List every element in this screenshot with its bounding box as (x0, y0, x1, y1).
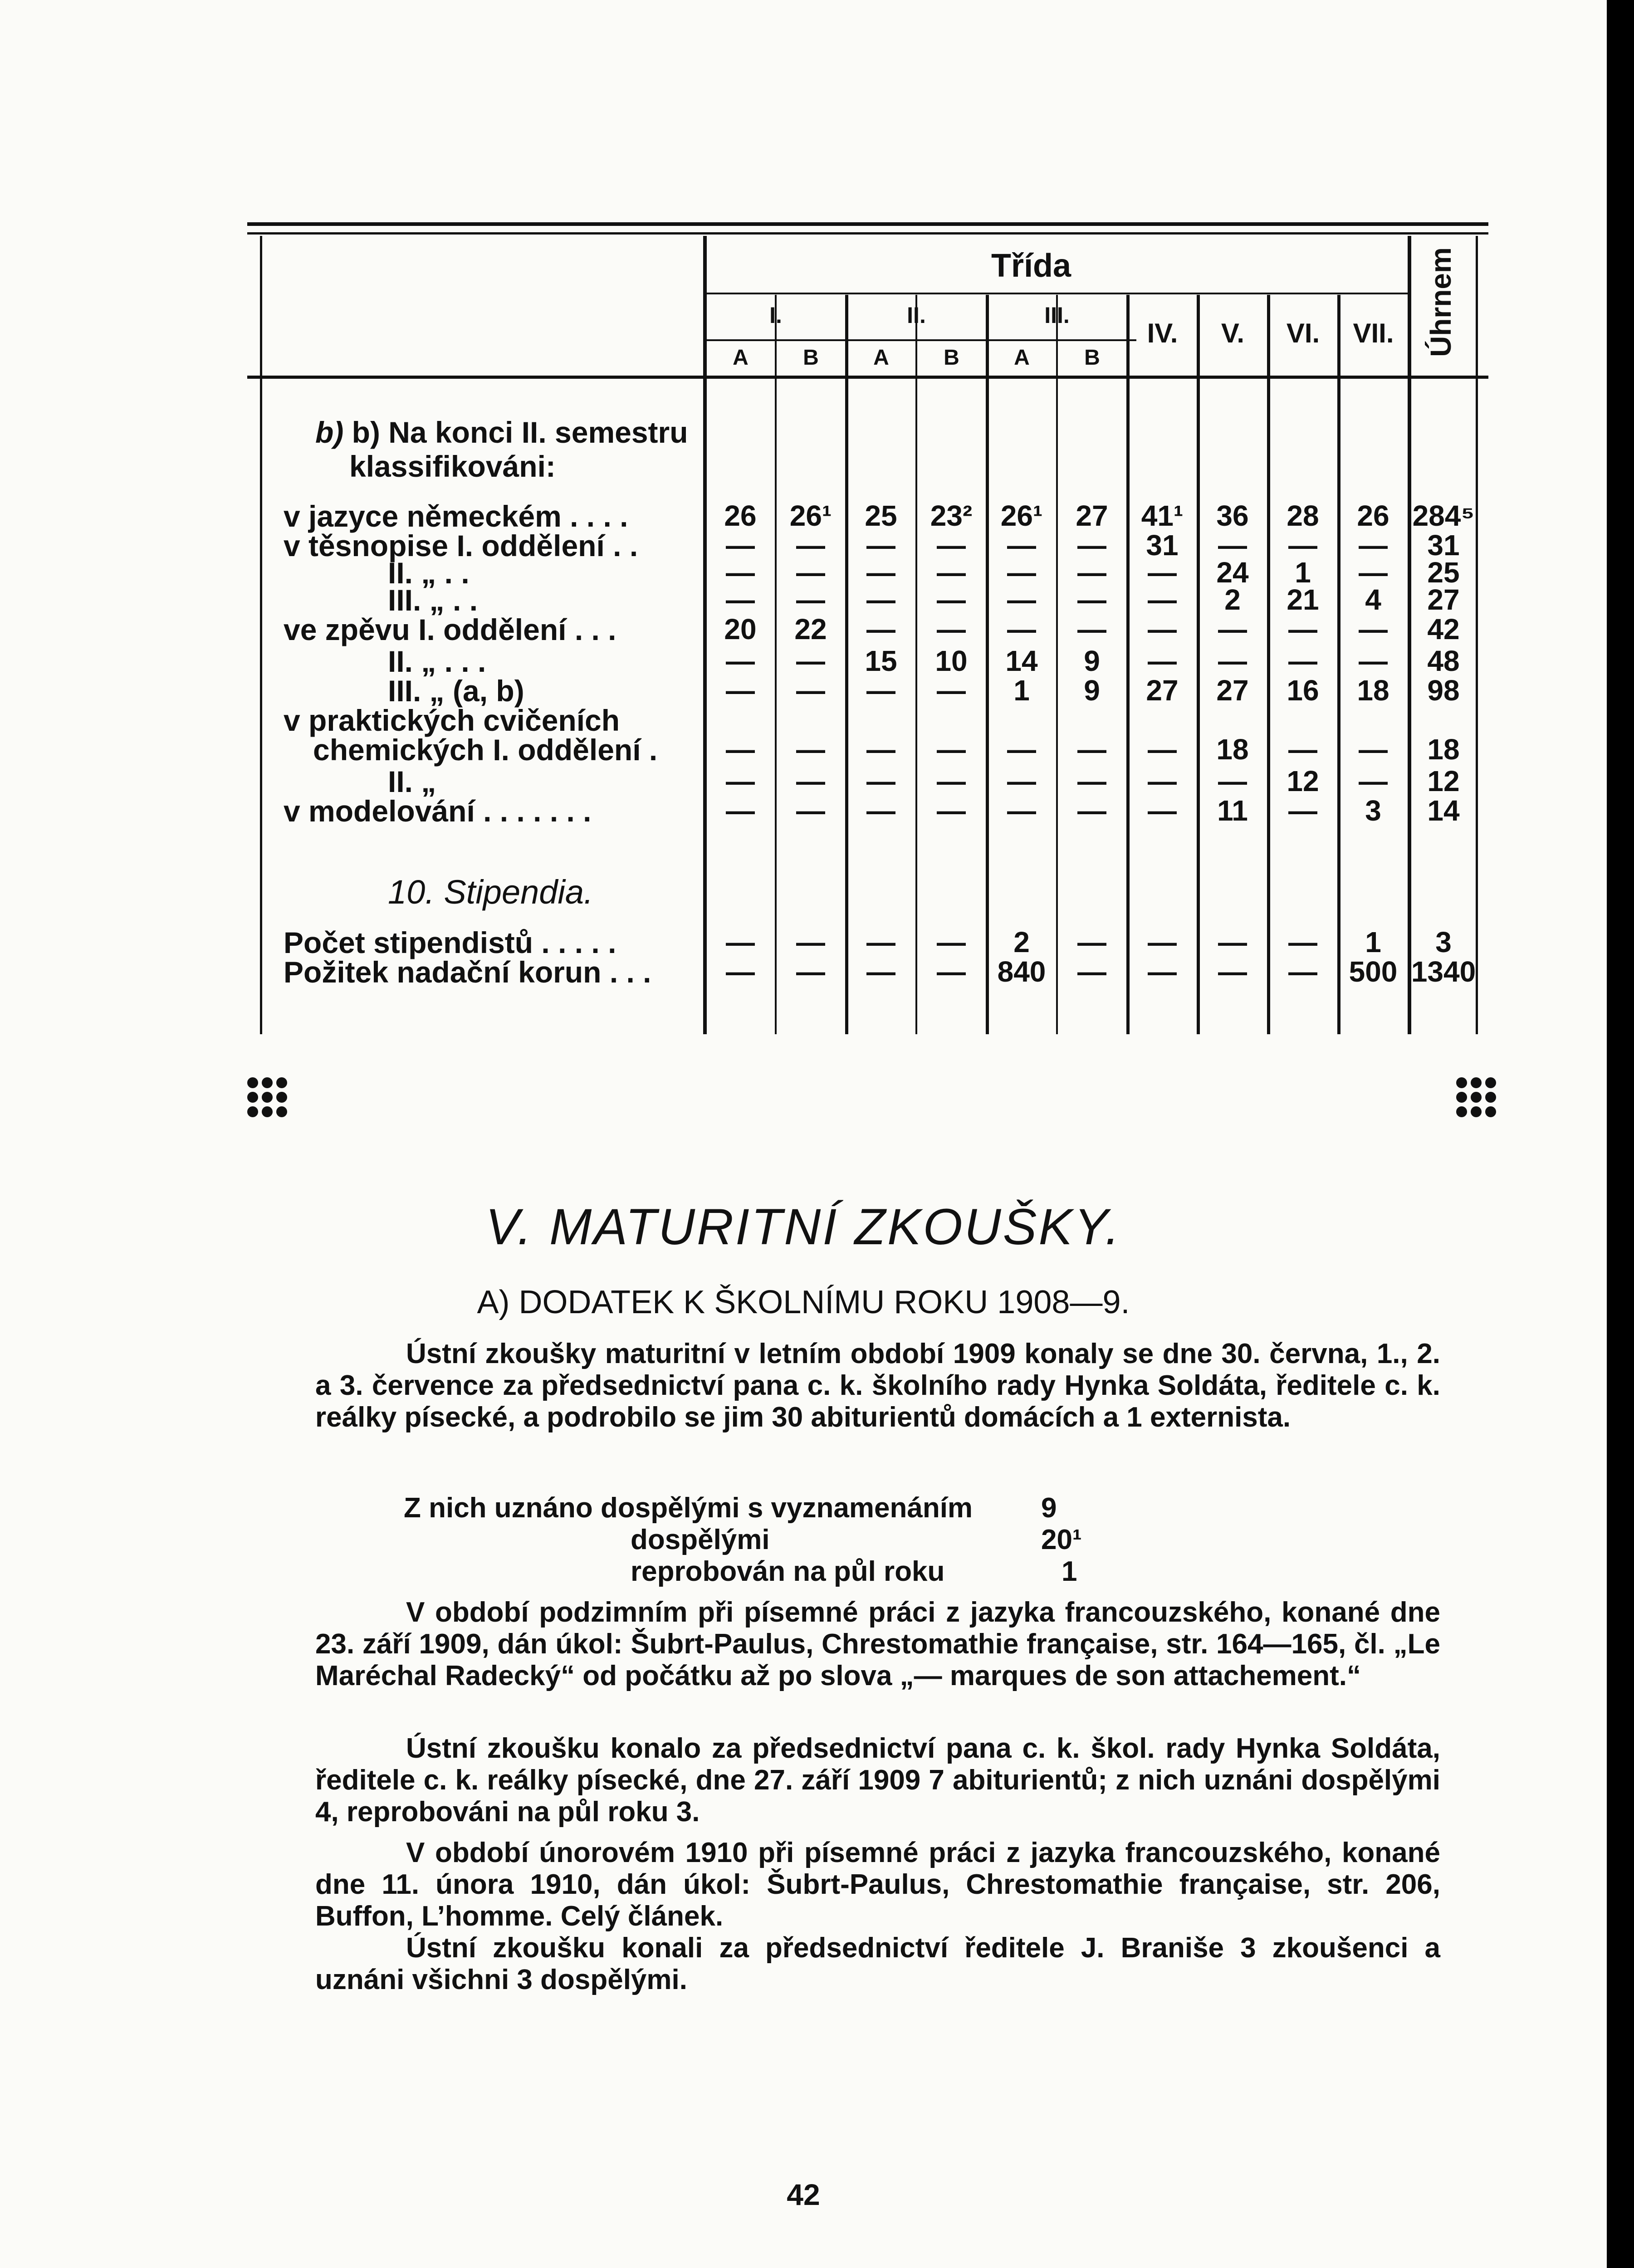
class-header: III. (1044, 303, 1070, 328)
table-cell: 31 (1427, 529, 1460, 562)
table-cell: 12 (1287, 765, 1319, 797)
table-cell: — (796, 529, 825, 562)
table-cell: 14 (1427, 794, 1460, 827)
table-cell: — (937, 733, 966, 766)
table-row-label: v jazyce německém . . . . (284, 499, 628, 533)
section-b-text: b) Na konci II. semestru (352, 415, 688, 449)
table-cell: — (866, 529, 895, 562)
table-cell: — (866, 613, 895, 645)
table-cell: 1 (1365, 926, 1381, 958)
header-trida: Třída (991, 248, 1071, 284)
table-cell: — (937, 794, 966, 827)
table-top-rule (247, 222, 1488, 226)
paragraph-2: V období podzimním při písemné práci z jazyka francouzského, konané dne 23. září 1909, dán úkol: Šubrt-Paulus, Chrestomathie française, str. 164—165, čl. „Le Maréchal Radecký“ od počátku až po slova „— marques de son attachement.“ (315, 1597, 1440, 1691)
table-cell: — (726, 733, 755, 766)
table-cell: 25 (865, 499, 897, 532)
table-cell: — (1007, 583, 1036, 616)
table-cell: — (1077, 583, 1106, 616)
table-cell: — (937, 674, 966, 707)
table-cell: — (1077, 613, 1106, 645)
table-cell: — (1218, 613, 1247, 645)
table-cell: — (1148, 613, 1177, 645)
table-cell: — (1218, 765, 1247, 797)
table-cell: — (937, 529, 966, 562)
table-row-label: chemických I. oddělení . (313, 733, 658, 767)
paragraph-4: V období únorovém 1910 při písemné práci z jazyka francouzského, konané dne 11. února 1910, dán úkol: Šubrt-Paulus, Chrestomathie française, str. 206, Buffon, L’homme. Celý článek. (315, 1837, 1440, 1932)
table-row-label: II. „ (388, 765, 436, 798)
page-number: 42 (787, 2178, 820, 2211)
table-cell: — (726, 765, 755, 797)
table-row-label: ve zpěvu I. oddělení . . . (284, 613, 616, 646)
table-cell: — (796, 955, 825, 988)
table-cell: — (1148, 556, 1177, 589)
table-cell: 840 (997, 955, 1046, 988)
table-cell: 11 (1217, 794, 1248, 827)
table-cell: 36 (1216, 499, 1249, 532)
table-cell: — (1077, 926, 1106, 958)
ab-rule (705, 339, 1136, 341)
table-cell: 31 (1146, 529, 1179, 562)
table-cell: 20 (724, 613, 757, 645)
table-cell: — (1148, 794, 1177, 827)
paragraph-5: Ústní zkoušku konali za předsednictví ředitele J. Braniše 3 zkoušenci a uznáni všichni 3 dospělými. (315, 1932, 1440, 1995)
grades-2-value: 20¹ (1041, 1524, 1082, 1555)
subclass-header: A (873, 346, 889, 370)
table-cell: — (937, 583, 966, 616)
table-cell: — (1288, 733, 1317, 766)
grades-3-label: reprobován na půl roku (631, 1556, 945, 1587)
table-cell: — (1359, 613, 1388, 645)
table-cell: — (726, 583, 755, 616)
table-cell: — (1077, 794, 1106, 827)
table-cell: 22 (794, 613, 827, 645)
subclass-header: B (944, 346, 959, 370)
stipendia-row-label: Požitek nadační korun . . . (284, 955, 651, 989)
table-cell: — (866, 583, 895, 616)
grades-1-value: 9 (1041, 1492, 1057, 1524)
paragraph-3: Ústní zkoušku konalo za předsednictví pana c. k. škol. rady Hynka Soldáta, ředitele c. k. reálky písecké, dne 27. září 1909 7 abiturientů; z nich uznáni dospělými 4, reprobováni na půl roku 3. (315, 1733, 1440, 1828)
table-cell: — (796, 556, 825, 589)
class-header: V. (1221, 318, 1245, 348)
table-row-label: III. „ . . (388, 583, 478, 617)
table-cell: 1 (1013, 674, 1030, 707)
table-cell: 26 (1357, 499, 1389, 532)
table-cell: — (866, 955, 895, 988)
table-cell: — (1288, 645, 1317, 677)
class-header: VI. (1286, 318, 1320, 348)
paragraph-1: Ústní zkoušky maturitní v letním období 1909 konaly se dne 30. června, 1., 2. a 3. července za předsednictví pana c. k. školního rady Hynka Soldáta, ředitele c. k. reálky písecké, a podrobilo se jim 30 abiturientů domácích a 1 externista. (315, 1338, 1440, 1433)
subclass-header: B (1084, 346, 1100, 370)
stipendia-row-label: Počet stipendistů . . . . . (284, 926, 616, 959)
table-cell: — (1007, 613, 1036, 645)
table-cell: — (1007, 765, 1036, 797)
table-cell: — (726, 645, 755, 677)
table-cell: — (726, 955, 755, 988)
table-cell: 27 (1076, 499, 1108, 532)
table-cell: — (796, 583, 825, 616)
table-cell: — (1359, 556, 1388, 589)
table-cell: 24 (1216, 556, 1249, 589)
section-b-heading-2: klassifikováni: (349, 450, 556, 483)
table-cell: 9 (1084, 674, 1100, 707)
table-cell: — (1148, 955, 1177, 988)
table-cell: — (1007, 556, 1036, 589)
class-header: II. (907, 303, 926, 328)
table-cell: — (866, 556, 895, 589)
table-cell: — (726, 529, 755, 562)
table-cell: 26 (724, 499, 757, 532)
table-cell: 18 (1357, 674, 1389, 707)
table-row-label: II. „ . . (388, 556, 470, 590)
table-cell: — (726, 674, 755, 707)
table-cell: — (1148, 583, 1177, 616)
grades-row-1 (404, 1492, 973, 1524)
grades-3-value: 1 (1062, 1556, 1077, 1587)
trida-rule (705, 293, 1411, 294)
table-cell: — (1077, 733, 1106, 766)
table-row-label: III. „ (a, b) (388, 674, 524, 708)
table-cell: — (1148, 645, 1177, 677)
table-cell: 2 (1224, 583, 1241, 616)
table-cell: — (1359, 733, 1388, 766)
table-cell: — (1288, 955, 1317, 988)
table-row-label: v modelování . . . . . . . (284, 794, 592, 828)
table-cell: 25 (1427, 556, 1460, 589)
table-cell: 3 (1435, 926, 1452, 958)
table-cell: 18 (1427, 733, 1460, 766)
table-cell: 21 (1287, 583, 1319, 616)
table-cell: — (1288, 613, 1317, 645)
table-cell: — (937, 955, 966, 988)
table-row-label: II. „ . . . (388, 645, 486, 678)
table-cell: 10 (935, 645, 968, 677)
table-cell: — (796, 794, 825, 827)
table-cell: 12 (1427, 765, 1460, 797)
ornament-right (1456, 1077, 1496, 1117)
table-cell: — (1359, 765, 1388, 797)
table-cell: — (937, 765, 966, 797)
class-header: IV. (1147, 318, 1178, 348)
table-row-label: v praktických cvičeních (284, 704, 620, 737)
table-cell: 284⁵ (1412, 499, 1475, 532)
table-cell: — (1218, 955, 1247, 988)
table-cell: — (1288, 529, 1317, 562)
class-header: I. (769, 303, 782, 328)
section-subtitle: A) DODATEK K ŠKOLNÍMU ROKU 1908—9. (477, 1284, 1130, 1320)
class-header: VII. (1353, 318, 1394, 348)
ornament-left (247, 1077, 287, 1117)
table-top-rule-2 (247, 232, 1488, 235)
table-cell: — (1218, 926, 1247, 958)
table-cell: 2 (1013, 926, 1030, 958)
table-cell: — (1007, 529, 1036, 562)
table-cell: — (866, 733, 895, 766)
table-row-label: v těsnopise I. oddělení . . (284, 529, 638, 562)
table-cell: — (1148, 926, 1177, 958)
table-cell: — (1077, 955, 1106, 988)
table-cell: 48 (1427, 645, 1460, 677)
table-cell: — (866, 674, 895, 707)
table-cell: — (796, 765, 825, 797)
table-cell: 98 (1427, 674, 1460, 707)
table-cell: 15 (865, 645, 897, 677)
table-cell: — (1359, 529, 1388, 562)
grades-2-label: dospělými (631, 1524, 770, 1555)
table-cell: — (866, 765, 895, 797)
table-cell: 18 (1216, 733, 1249, 766)
subclass-header: A (1014, 346, 1030, 370)
table-cell: 28 (1287, 499, 1319, 532)
table-cell: — (796, 645, 825, 677)
table-cell: — (796, 674, 825, 707)
vline-left (260, 236, 262, 1034)
section-title: V. MATURITNÍ ZKOUŠKY. (485, 1198, 1121, 1255)
table-cell: 27 (1146, 674, 1179, 707)
table-cell: 1340 (1411, 955, 1476, 988)
section-b-heading: b) b) Na konci II. semestru (315, 415, 688, 449)
table-cell: — (866, 926, 895, 958)
table-cell: — (1077, 765, 1106, 797)
table-cell: — (1359, 645, 1388, 677)
scan-edge (1607, 0, 1634, 2268)
table-cell: 16 (1287, 674, 1319, 707)
stipendia-title: 10. Stipendia. (388, 873, 593, 911)
table-cell: — (937, 926, 966, 958)
table-cell: — (726, 556, 755, 589)
table-cell: — (726, 794, 755, 827)
table-cell: — (1218, 645, 1247, 677)
table-cell: — (1288, 926, 1317, 958)
table-cell: — (1218, 529, 1247, 562)
header-total: Úhrnem (1424, 247, 1457, 357)
table-cell: — (726, 926, 755, 958)
table-cell: — (1288, 794, 1317, 827)
statistics-table (247, 222, 1488, 1034)
table-cell: 23² (930, 499, 973, 532)
table-cell: 1 (1295, 556, 1311, 589)
table-cell: — (937, 613, 966, 645)
table-cell: 27 (1216, 674, 1249, 707)
table-cell: — (1077, 529, 1106, 562)
table-cell: — (796, 733, 825, 766)
table-cell: — (866, 794, 895, 827)
table-cell: 26¹ (1000, 499, 1043, 532)
table-cell: — (1007, 794, 1036, 827)
subclass-header: B (803, 346, 819, 370)
table-cell: 41¹ (1141, 499, 1184, 532)
table-cell: 9 (1084, 645, 1100, 677)
table-cell: 27 (1427, 583, 1460, 616)
table-cell: 500 (1349, 955, 1398, 988)
subclass-header: A (733, 346, 749, 370)
table-cell: 42 (1427, 613, 1460, 645)
table-cell: 3 (1365, 794, 1381, 827)
table-cell: — (1077, 556, 1106, 589)
table-cell: — (1007, 733, 1036, 766)
header-bottom-rule (247, 376, 1488, 379)
grades-intro: Z nich uznáno dospělými s vyznamenáním (404, 1492, 973, 1524)
table-cell: 4 (1365, 583, 1381, 616)
table-cell: 14 (1005, 645, 1038, 677)
table-cell: — (796, 926, 825, 958)
table-cell: — (1148, 765, 1177, 797)
table-cell: — (1148, 733, 1177, 766)
table-cell: — (937, 556, 966, 589)
table-cell: 26¹ (789, 499, 832, 532)
